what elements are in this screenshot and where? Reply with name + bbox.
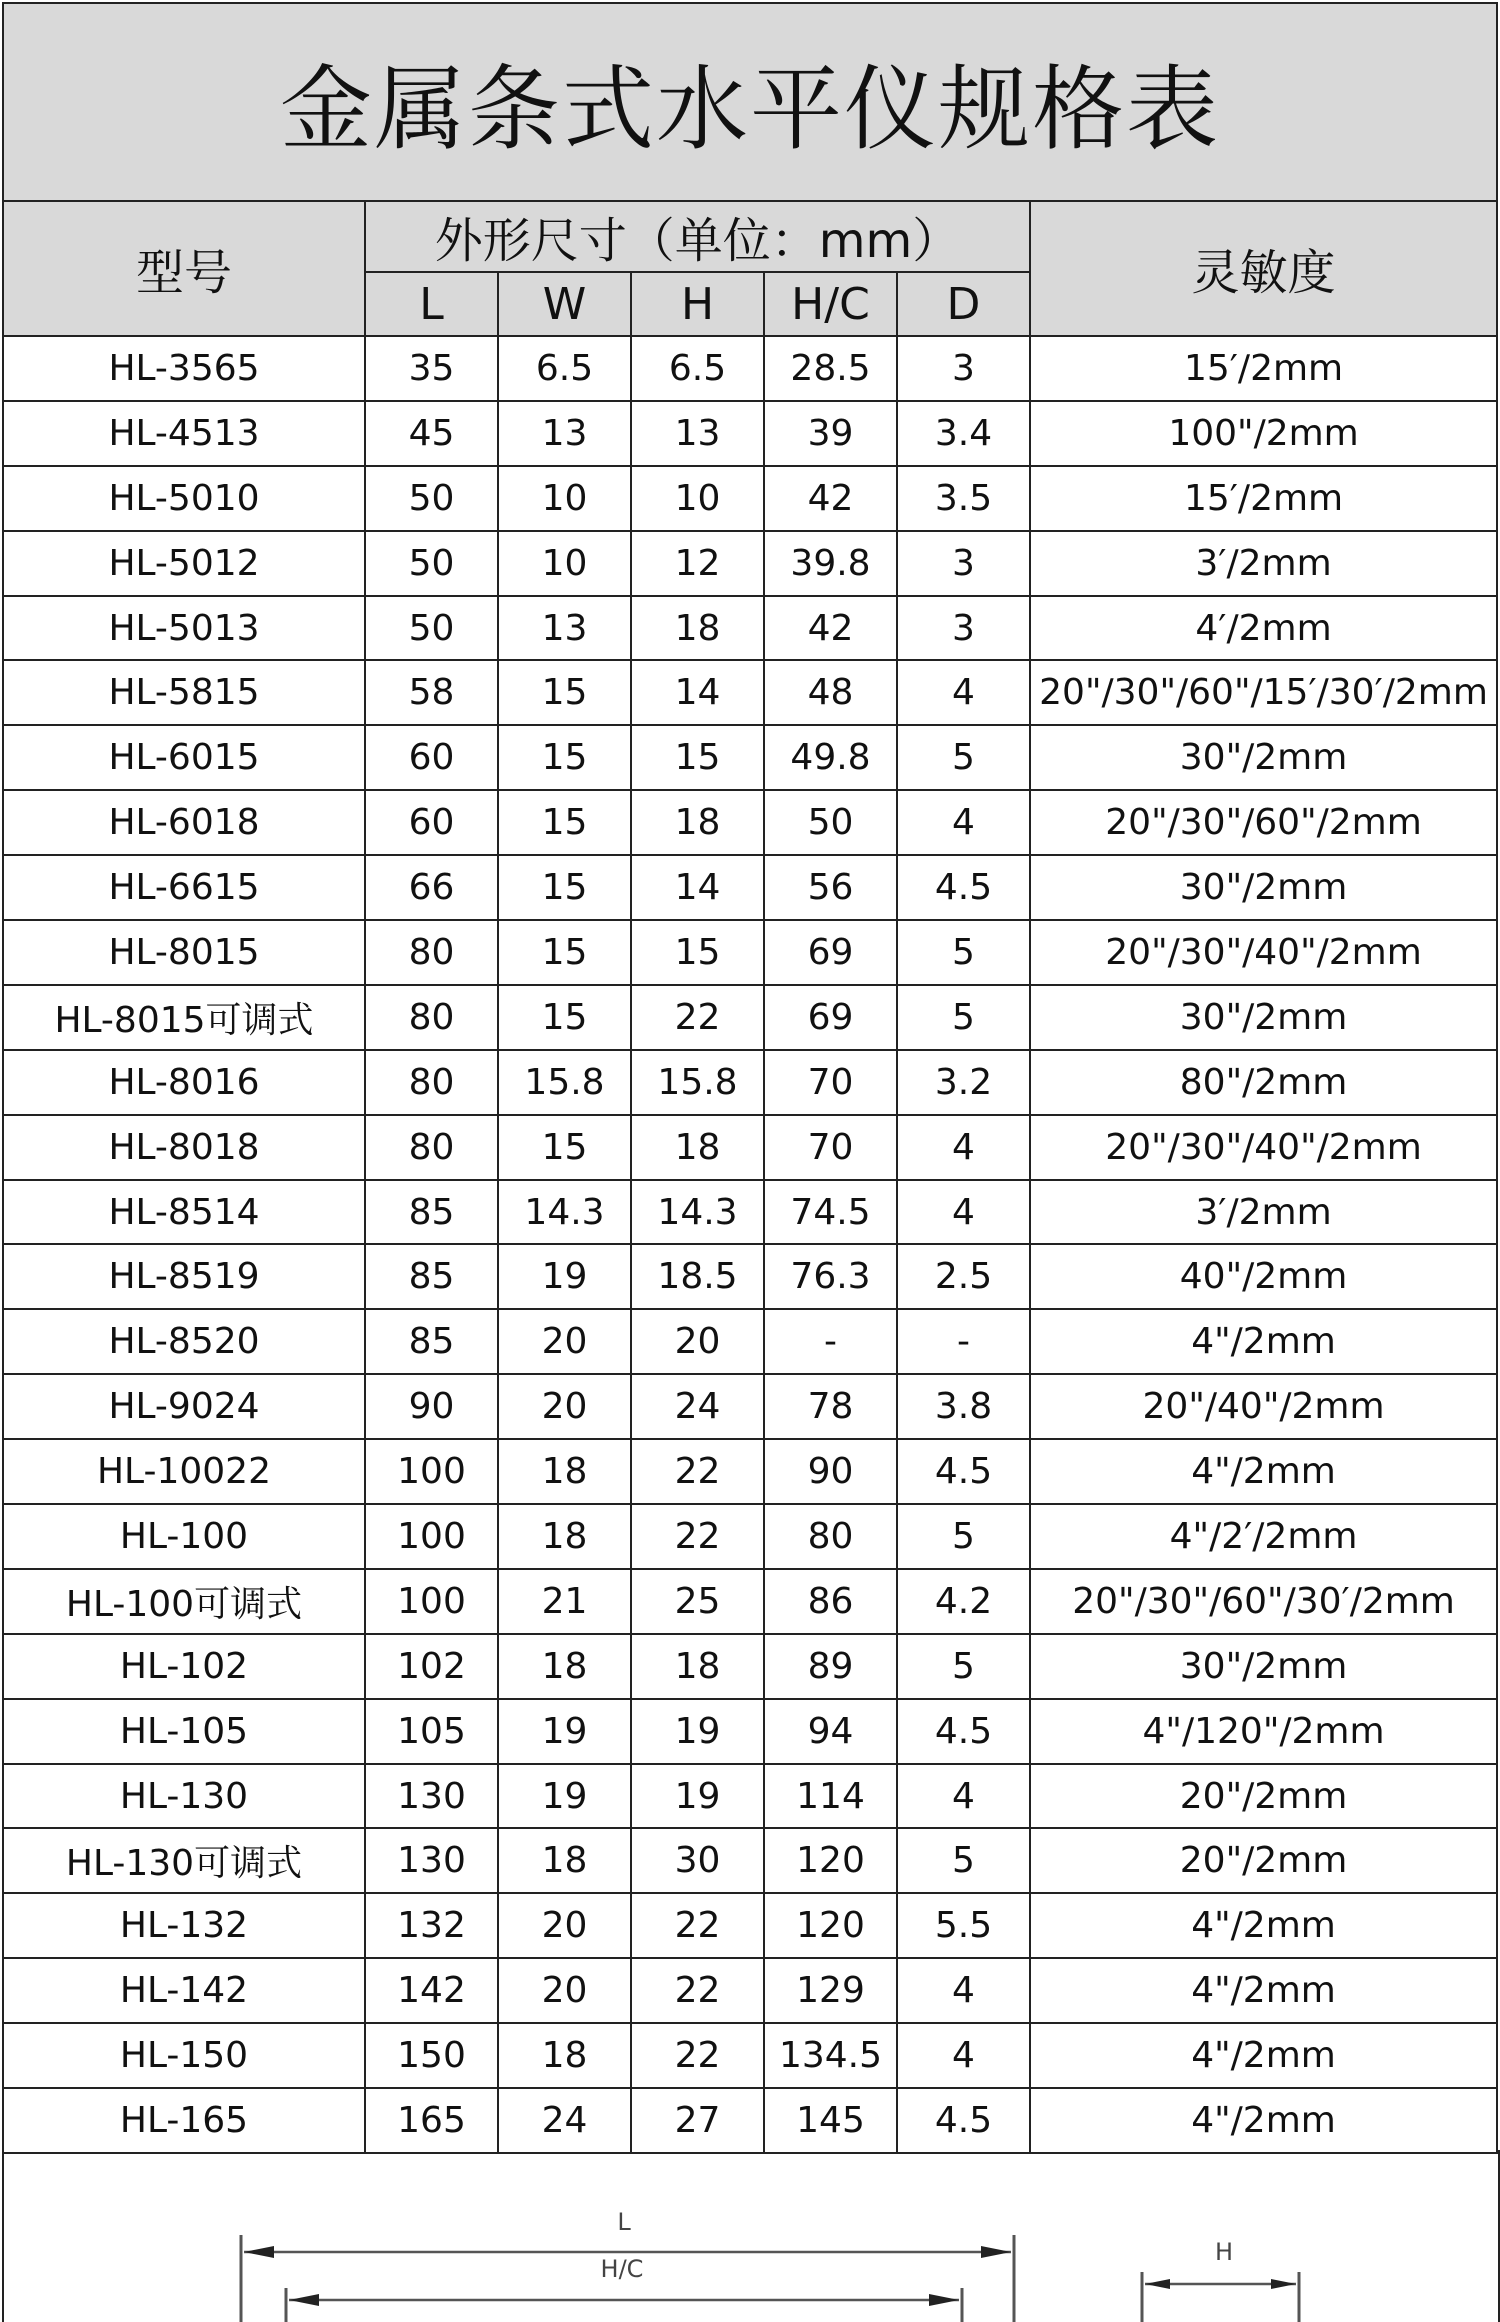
cell-model: HL-8519 — [3, 1244, 365, 1309]
cell-h: 22 — [631, 1893, 764, 1958]
table-row — [3, 1244, 1497, 1309]
cell-d: 3 — [897, 336, 1030, 401]
cell-model: HL-8015可调式 — [3, 985, 365, 1050]
cell-hc: 86 — [764, 1569, 897, 1634]
cell-d: 4 — [897, 2023, 1030, 2088]
cell-sensitivity: 80"/2mm — [1030, 1050, 1497, 1115]
cell-model: HL-100可调式 — [3, 1569, 365, 1634]
table-row — [3, 1828, 1497, 1893]
cell-w: 18 — [498, 1439, 631, 1504]
cell-w: 24 — [498, 2088, 631, 2153]
cell-l: 142 — [365, 1958, 498, 2023]
cell-d: 5 — [897, 725, 1030, 790]
label-hc: H/C — [600, 2255, 644, 2283]
cell-sensitivity: 4"/2mm — [1030, 1958, 1497, 2023]
cell-w: 20 — [498, 1893, 631, 1958]
cell-d: - — [897, 1309, 1030, 1374]
cell-model: HL-5815 — [3, 660, 365, 725]
cell-sensitivity: 20"/30"/60"/2mm — [1030, 790, 1497, 855]
cell-l: 100 — [365, 1439, 498, 1504]
cell-h: 30 — [631, 1828, 764, 1893]
cell-w: 13 — [498, 596, 631, 661]
cell-hc: 56 — [764, 855, 897, 920]
cell-h: 25 — [631, 1569, 764, 1634]
cell-w: 13 — [498, 401, 631, 466]
cell-d: 4 — [897, 660, 1030, 725]
cell-w: 20 — [498, 1309, 631, 1374]
cell-h: 18 — [631, 1115, 764, 1180]
cell-d: 4.5 — [897, 1439, 1030, 1504]
cell-model: HL-5010 — [3, 466, 365, 531]
cell-model: HL-4513 — [3, 401, 365, 466]
cell-h: 18 — [631, 1634, 764, 1699]
header-dimensions-group: 外形尺寸（单位：mm） — [365, 201, 1030, 272]
cell-l: 100 — [365, 1504, 498, 1569]
cell-w: 15 — [498, 790, 631, 855]
cell-hc: 129 — [764, 1958, 897, 2023]
cell-d: 4.5 — [897, 855, 1030, 920]
cell-l: 66 — [365, 855, 498, 920]
cell-h: 10 — [631, 466, 764, 531]
cell-l: 130 — [365, 1764, 498, 1829]
table-row — [3, 920, 1497, 985]
cell-w: 18 — [498, 1828, 631, 1893]
cell-d: 3.5 — [897, 466, 1030, 531]
cell-w: 15 — [498, 920, 631, 985]
cell-sensitivity: 20"/30"/60"/30′/2mm — [1030, 1569, 1497, 1634]
table-row — [3, 1374, 1497, 1439]
cell-model: HL-142 — [3, 1958, 365, 2023]
table-row — [3, 466, 1497, 531]
cell-model: HL-102 — [3, 1634, 365, 1699]
cell-model: HL-3565 — [3, 336, 365, 401]
cell-hc: 42 — [764, 596, 897, 661]
cell-l: 35 — [365, 336, 498, 401]
cell-model: HL-5013 — [3, 596, 365, 661]
cell-hc: 42 — [764, 466, 897, 531]
cell-hc: 76.3 — [764, 1244, 897, 1309]
cell-model: HL-100 — [3, 1504, 365, 1569]
table-row — [3, 1699, 1497, 1764]
cell-h: 27 — [631, 2088, 764, 2153]
cell-sensitivity: 30"/2mm — [1030, 1634, 1497, 1699]
cell-h: 19 — [631, 1764, 764, 1829]
cell-l: 58 — [365, 660, 498, 725]
header-col-d: D — [897, 272, 1030, 336]
cell-w: 15 — [498, 1115, 631, 1180]
cell-sensitivity: 20"/2mm — [1030, 1828, 1497, 1893]
header-model: 型号 — [3, 201, 365, 336]
cell-h: 19 — [631, 1699, 764, 1764]
table-row — [3, 855, 1497, 920]
cell-sensitivity: 4"/2mm — [1030, 1309, 1497, 1374]
table-row — [3, 531, 1497, 596]
cell-model: HL-150 — [3, 2023, 365, 2088]
cell-w: 10 — [498, 531, 631, 596]
cell-hc: 145 — [764, 2088, 897, 2153]
cell-h: 22 — [631, 2023, 764, 2088]
cell-h: 13 — [631, 401, 764, 466]
cell-sensitivity: 20"/2mm — [1030, 1764, 1497, 1829]
table-row — [3, 1893, 1497, 1958]
cell-model: HL-9024 — [3, 1374, 365, 1439]
cell-l: 80 — [365, 985, 498, 1050]
cell-d: 4 — [897, 790, 1030, 855]
cell-d: 3 — [897, 596, 1030, 661]
table-row — [3, 660, 1497, 725]
cell-sensitivity: 4"/2mm — [1030, 2088, 1497, 2153]
cell-hc: 48 — [764, 660, 897, 725]
table-row — [3, 1634, 1497, 1699]
cell-sensitivity: 15′/2mm — [1030, 336, 1497, 401]
cell-hc: 74.5 — [764, 1180, 897, 1245]
label-l: L — [617, 2208, 631, 2236]
cell-d: 2.5 — [897, 1244, 1030, 1309]
table-row — [3, 1569, 1497, 1634]
cell-w: 15 — [498, 660, 631, 725]
cell-h: 15 — [631, 725, 764, 790]
cell-l: 130 — [365, 1828, 498, 1893]
cell-d: 5 — [897, 1828, 1030, 1893]
cell-sensitivity: 20"/30"/60"/15′/30′/2mm — [1030, 660, 1497, 725]
spec-table — [2, 2, 1498, 2154]
cell-model: HL-8015 — [3, 920, 365, 985]
cell-h: 15 — [631, 920, 764, 985]
cell-w: 15 — [498, 725, 631, 790]
table-row — [3, 1309, 1497, 1374]
cell-hc: 39.8 — [764, 531, 897, 596]
cell-w: 19 — [498, 1764, 631, 1829]
cell-w: 20 — [498, 1374, 631, 1439]
cell-w: 15 — [498, 855, 631, 920]
cell-hc: 114 — [764, 1764, 897, 1829]
cell-d: 5 — [897, 985, 1030, 1050]
cell-w: 20 — [498, 1958, 631, 2023]
table-row — [3, 1958, 1497, 2023]
cell-l: 80 — [365, 1115, 498, 1180]
cell-d: 5 — [897, 1504, 1030, 1569]
header-col-hc: H/C — [764, 272, 897, 336]
table-row — [3, 1764, 1497, 1829]
table-row — [3, 336, 1497, 401]
table-row — [3, 1180, 1497, 1245]
cell-d: 4.5 — [897, 1699, 1030, 1764]
cell-h: 20 — [631, 1309, 764, 1374]
cell-l: 105 — [365, 1699, 498, 1764]
cell-d: 5 — [897, 1634, 1030, 1699]
cell-hc: 69 — [764, 920, 897, 985]
cell-model: HL-105 — [3, 1699, 365, 1764]
cell-d: 4 — [897, 1180, 1030, 1245]
table-row — [3, 2023, 1497, 2088]
cell-hc: 90 — [764, 1439, 897, 1504]
spec-table-body — [3, 336, 1497, 2153]
cell-model: HL-6015 — [3, 725, 365, 790]
cell-h: 12 — [631, 531, 764, 596]
cell-w: 19 — [498, 1699, 631, 1764]
cell-l: 165 — [365, 2088, 498, 2153]
cell-l: 60 — [365, 790, 498, 855]
cell-hc: 134.5 — [764, 2023, 897, 2088]
cell-w: 19 — [498, 1244, 631, 1309]
cell-sensitivity: 4"/2mm — [1030, 1893, 1497, 1958]
table-row — [3, 1504, 1497, 1569]
cell-model: HL-6615 — [3, 855, 365, 920]
cell-l: 80 — [365, 920, 498, 985]
cell-sensitivity: 40"/2mm — [1030, 1244, 1497, 1309]
cell-hc: 50 — [764, 790, 897, 855]
cell-sensitivity: 4"/2mm — [1030, 1439, 1497, 1504]
cell-sensitivity: 3′/2mm — [1030, 1180, 1497, 1245]
cell-h: 14 — [631, 660, 764, 725]
cell-w: 6.5 — [498, 336, 631, 401]
header-col-l: L — [365, 272, 498, 336]
cell-d: 3 — [897, 531, 1030, 596]
cell-d: 3.8 — [897, 1374, 1030, 1439]
cell-h: 18 — [631, 596, 764, 661]
cell-sensitivity: 4"/2mm — [1030, 2023, 1497, 2088]
header-col-w: W — [498, 272, 631, 336]
page-title: 金属条式水平仪规格表 — [3, 3, 1497, 201]
cell-w: 21 — [498, 1569, 631, 1634]
cell-model: HL-8520 — [3, 1309, 365, 1374]
cell-h: 6.5 — [631, 336, 764, 401]
cell-d: 4.5 — [897, 2088, 1030, 2153]
cell-sensitivity: 30"/2mm — [1030, 855, 1497, 920]
cell-model: HL-6018 — [3, 790, 365, 855]
cell-l: 90 — [365, 1374, 498, 1439]
cell-w: 14.3 — [498, 1180, 631, 1245]
cell-h: 22 — [631, 985, 764, 1050]
cell-hc: 120 — [764, 1828, 897, 1893]
cell-sensitivity: 20"/40"/2mm — [1030, 1374, 1497, 1439]
cell-sensitivity: 30"/2mm — [1030, 725, 1497, 790]
cell-h: 18 — [631, 790, 764, 855]
table-row — [3, 596, 1497, 661]
cell-hc: 94 — [764, 1699, 897, 1764]
cell-h: 15.8 — [631, 1050, 764, 1115]
cell-d: 3.4 — [897, 401, 1030, 466]
cell-w: 10 — [498, 466, 631, 531]
cell-l: 50 — [365, 531, 498, 596]
table-row — [3, 2088, 1497, 2153]
table-row — [3, 1115, 1497, 1180]
cell-sensitivity: 20"/30"/40"/2mm — [1030, 1115, 1497, 1180]
cell-sensitivity: 3′/2mm — [1030, 531, 1497, 596]
cell-hc: 80 — [764, 1504, 897, 1569]
cell-model: HL-10022 — [3, 1439, 365, 1504]
cell-d: 3.2 — [897, 1050, 1030, 1115]
cell-hc: 89 — [764, 1634, 897, 1699]
cell-sensitivity: 15′/2mm — [1030, 466, 1497, 531]
cell-l: 60 — [365, 725, 498, 790]
cell-l: 80 — [365, 1050, 498, 1115]
dimension-diagram-svg — [4, 2150, 1498, 2322]
cell-l: 85 — [365, 1244, 498, 1309]
cell-l: 150 — [365, 2023, 498, 2088]
cell-d: 4 — [897, 1958, 1030, 2023]
cell-sensitivity: 100"/2mm — [1030, 401, 1497, 466]
cell-sensitivity: 4"/2′/2mm — [1030, 1504, 1497, 1569]
cell-h: 18.5 — [631, 1244, 764, 1309]
cell-model: HL-8514 — [3, 1180, 365, 1245]
table-row — [3, 401, 1497, 466]
table-row — [3, 1439, 1497, 1504]
table-row — [3, 985, 1497, 1050]
cell-h: 22 — [631, 1504, 764, 1569]
cell-hc: 120 — [764, 1893, 897, 1958]
cell-model: HL-8016 — [3, 1050, 365, 1115]
table-row — [3, 1050, 1497, 1115]
cell-hc: 70 — [764, 1115, 897, 1180]
cell-hc: 78 — [764, 1374, 897, 1439]
cell-hc: 28.5 — [764, 336, 897, 401]
header-col-h: H — [631, 272, 764, 336]
cell-sensitivity: 4"/120"/2mm — [1030, 1699, 1497, 1764]
cell-hc: 70 — [764, 1050, 897, 1115]
cell-l: 50 — [365, 596, 498, 661]
cell-l: 45 — [365, 401, 498, 466]
cell-l: 85 — [365, 1309, 498, 1374]
cell-d: 5 — [897, 920, 1030, 985]
cell-d: 5.5 — [897, 1893, 1030, 1958]
cell-hc: 69 — [764, 985, 897, 1050]
cell-hc: 39 — [764, 401, 897, 466]
cell-l: 132 — [365, 1893, 498, 1958]
cell-d: 4 — [897, 1764, 1030, 1829]
cell-w: 15 — [498, 985, 631, 1050]
cell-h: 14 — [631, 855, 764, 920]
table-row — [3, 725, 1497, 790]
cell-model: HL-8018 — [3, 1115, 365, 1180]
cell-l: 85 — [365, 1180, 498, 1245]
cell-l: 100 — [365, 1569, 498, 1634]
cell-sensitivity: 20"/30"/40"/2mm — [1030, 920, 1497, 985]
dimension-diagram — [2, 2150, 1500, 2322]
cell-h: 24 — [631, 1374, 764, 1439]
cell-model: HL-132 — [3, 1893, 365, 1958]
cell-hc: 49.8 — [764, 725, 897, 790]
cell-h: 22 — [631, 1439, 764, 1504]
cell-w: 18 — [498, 1634, 631, 1699]
cell-d: 4.2 — [897, 1569, 1030, 1634]
cell-w: 15.8 — [498, 1050, 631, 1115]
cell-d: 4 — [897, 1115, 1030, 1180]
cell-l: 50 — [365, 466, 498, 531]
cell-h: 14.3 — [631, 1180, 764, 1245]
cell-sensitivity: 30"/2mm — [1030, 985, 1497, 1050]
cell-model: HL-130 — [3, 1764, 365, 1829]
header-sensitivity: 灵敏度 — [1030, 201, 1497, 336]
cell-sensitivity: 4′/2mm — [1030, 596, 1497, 661]
cell-hc: - — [764, 1309, 897, 1374]
cell-w: 18 — [498, 1504, 631, 1569]
cell-h: 22 — [631, 1958, 764, 2023]
table-row — [3, 790, 1497, 855]
cell-model: HL-5012 — [3, 531, 365, 596]
cell-model: HL-130可调式 — [3, 1828, 365, 1893]
cell-w: 18 — [498, 2023, 631, 2088]
label-h: H — [1214, 2238, 1234, 2266]
cell-model: HL-165 — [3, 2088, 365, 2153]
cell-l: 102 — [365, 1634, 498, 1699]
